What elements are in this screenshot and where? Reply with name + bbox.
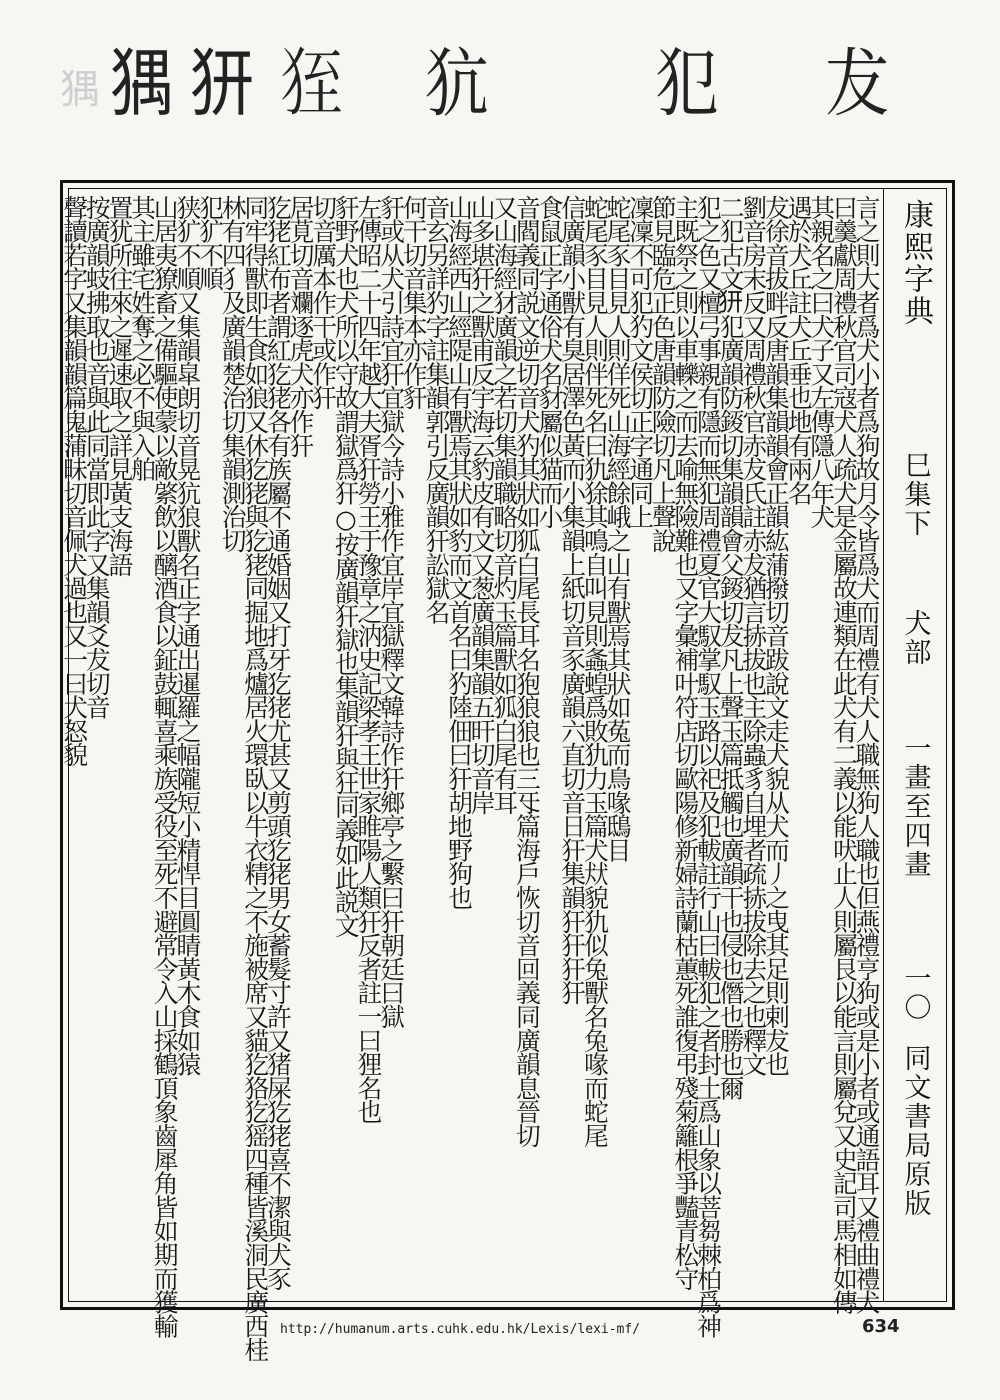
- seal-script-row: [60, 30, 895, 140]
- seal-glyph-3: 𤞂: [280, 42, 344, 128]
- text-column: 切音厲本作干或作犴: [308, 195, 338, 410]
- page-number: 634: [862, 1316, 900, 1337]
- text-column: 犮徐音拔畔反唐韻集韻韻會正韻紘蒲撥切音跋說文走犬貌从犬而丿之曳其足則剌犮也: [761, 195, 791, 1076]
- seal-glyph-5: 犯: [655, 42, 719, 128]
- text-column: 音玄另詳犳字註集韻郭引反廣韻犴訟獄名: [421, 195, 451, 624]
- dictionary-title: 康熙字典: [898, 199, 933, 327]
- text-column: 二犯古文𤜵犯廣韻防錽切集韻韻會父錽切犮凡上聲玉篇抵觸也廣韻干也侵也僭也勝也爾: [716, 195, 746, 1100]
- text-column: 居莧切音斕逐虎犬亦作犴: [286, 195, 316, 457]
- publisher-label: 同文書局原版: [899, 1044, 931, 1218]
- text-column: 節見臨危正色唐韻防險切凡上聲說: [648, 195, 678, 552]
- text-column: 左傳昭二十四年越大夫胥犴勞王于豫章之汭史記梁孝王世家睢陽人類犴反者註一曰狸名也: [353, 195, 383, 1124]
- seal-glyph-2: 𤜵: [190, 42, 254, 128]
- folio-number: 一〇: [899, 964, 931, 1022]
- collection-label: 巳集下: [899, 451, 931, 538]
- text-column: 何干切音集本亦作豻: [399, 195, 429, 410]
- text-column: 音閻義同説文逆切音犬犳其狀如狐白尾長耳名狍狼狼也三㸦篇海戶恢切音回義同廣韻息晉切: [512, 195, 542, 1147]
- text-column: 山多堪犴之獸甫反宇海云豹皮有文又葱廣韻集韻五旰切音岸: [467, 195, 497, 814]
- text-column: 其主雖宅姓奪之必不與入舶: [127, 195, 157, 481]
- text-column: 山海經西山經隄山有獸焉其狀如豹而文首名曰犳陸佃曰犴胡地野狗也: [444, 195, 474, 909]
- text-column: 山居夷獠畜之備驅使蒙以敵綮飲以醨酒食以鉦鼓輒喜乘族受役至死不避常令入山採鶴頂象齒犀角皆如期而獲輸: [150, 195, 180, 1338]
- text-column: 聲讀若字又集韻韻篇鬼蒲昧切音佩犬過也又一曰犬怒貌: [59, 195, 89, 767]
- text-column: 犯之色又檀弓事親有隱而無犯周禮夏官大馭掌馭玉路以祀及犯軷註行山曰軷犯之者封土爲山象以菩芻棘柏爲神: [693, 195, 723, 1338]
- text-column: 言之則大者爲犬小者爲狗故月令皆爲犬而周禮有犬人職無狗人職也但燕禮亨狗或是小者或通語耳又禮曲禮犬: [852, 195, 881, 1314]
- text-column: 狭犷不順又集韻皐朗切音晃犺狼獸名正字通出暹羅之幅隴短小精悍目圓睛黃木食如猿: [172, 195, 202, 1076]
- stroke-range-label: 一畫至四畫: [899, 734, 931, 879]
- text-column: 犵狫紅布者謂紅犵狫各有族屬不通婚姻又打牙犵狫尤甚又剪頭犵狫男女蓄髮寸許又猪屎犵狫喜不潔與犬豕: [263, 195, 293, 1290]
- radical-label: 犬部: [899, 609, 931, 667]
- seal-glyph-4: 犺: [425, 42, 489, 128]
- text-column: 林有四犭及廣韻楚治切集韻測治切: [218, 195, 248, 552]
- text-column: 主既祭之則以車轢之而去喻無險難也又字彙補叶符店切歐陽修新婦詩蘭枯蕙死誰復弔殘菊籬根爭豔青松守: [670, 195, 700, 1290]
- text-column: 其親名之曰犬子又左傳隱八年犬: [806, 195, 836, 529]
- text-column: 食鼠正字通俗犬名豺屬似猫而小: [535, 195, 565, 529]
- source-url[interactable]: http://humanum.arts.cuhk.edu.hk/Lexis/lexi-mf/: [280, 1322, 641, 1337]
- text-column: 凜凜不可犯犳文侯切正字通同上: [625, 195, 655, 529]
- text-column: 豻野犬也犬所以守故謂獄爲犴○按廣韻犴獄也集韻犴與狂同義如此説文: [331, 195, 361, 937]
- text-column: 信廣韻小獸有臭居澤色黃而小集韻上紙切音豕廣韻六直切音日犴集韻犴犴犴犴: [557, 195, 587, 1005]
- seal-glyph-1: 𤟹: [110, 42, 174, 128]
- text-column: 犯犷不順: [195, 195, 225, 291]
- text-column: 置犹所往來之遲速取之詳見黃支海語: [104, 195, 134, 576]
- text-column: 蛇尾豕目見人則伴死名曰犰狳其鳴自叫見則螽蝗爲敗犰力玉篇犬㹜貌犰似兔獸名兔喙而蛇尾: [580, 195, 610, 1147]
- text-column: 遇於犬丘註犬丘垂也地有兩名: [784, 195, 814, 505]
- text-column: 蛇尾豕目見人則佯死山海經餘峨之山有獸焉其狀如菟而鳥喙鴟目: [602, 195, 632, 862]
- text-column: 同牢得獸即生食如狼又休犵狫與犵狫同掘地爲爐居火環臥以牛衣精之不施被席又貓犵狢犵猺四種皆溪洞民廣西桂: [240, 195, 270, 1362]
- text-column: 曰羹獻周禮秋官司寇犬人疏犬是金屬故連類在此犬有二義以能吠止人則屬艮以能言則屬兌又史記司馬相如傳: [829, 195, 859, 1314]
- text-column: 按廣韻蚑拂取也音與此同當即此字又集韻爻犮切音: [82, 195, 112, 719]
- seal-glyph-6: 犮: [825, 42, 889, 128]
- running-header-column: [883, 189, 946, 1301]
- faint-background-glyph: 𤟹: [60, 67, 100, 113]
- text-column: 劉音房末反又周禮秋官赤犮氏註赤犮猶言捇拔也主除蟲豸自埋者疏捇拔除去之也釋文: [738, 195, 768, 1076]
- text-column: 又山海經犲廣韻之若切集韻職略切音灼玉篇獸如狐白尾有耳: [489, 195, 519, 814]
- text-column: 豻或从犬引詩宜犴宜獄今詩小雅作宜岸宜獄釋文韓詩作犴鄉亭之繫曰犴朝廷曰獄: [376, 195, 406, 1028]
